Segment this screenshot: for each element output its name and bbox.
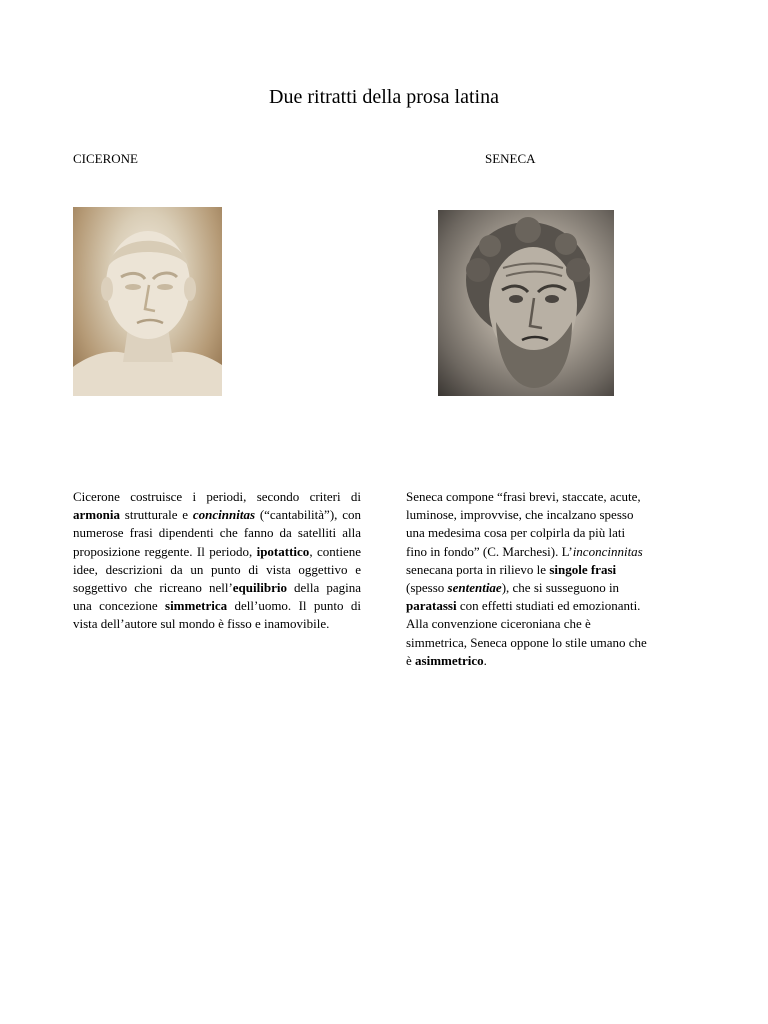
- text-run: paratassi: [406, 598, 457, 614]
- text-run: , contiene idee, descrizioni da un punto di vista oggettivo e soggettivo che ricreano nell’: [73, 543, 361, 596]
- text-run: Alla convenzione ciceroniana che è: [406, 616, 591, 632]
- text-run: è: [406, 652, 416, 668]
- text-run: simmetrica, Seneca oppone lo stile umano che: [406, 634, 647, 650]
- text-run: Seneca compone “frasi brevi, staccate, acute,: [406, 489, 641, 504]
- text-run: inconcinnitas: [572, 543, 643, 559]
- seneca-portrait: [438, 210, 614, 396]
- text-run: asimmetrico: [415, 652, 484, 668]
- cicerone-paragraph: [73, 488, 361, 634]
- text-run: .: [483, 652, 487, 668]
- text-run: con effetti studiati ed emozionanti.: [456, 598, 641, 614]
- text-run: fino in fondo” (C. Marchesi). L’: [406, 543, 573, 559]
- seneca-description: [406, 488, 698, 670]
- text-run: concinnitas: [192, 507, 255, 523]
- text-run: equilibrio: [232, 580, 287, 596]
- text-run: Cicerone costruisce i periodi, secondo criteri di: [73, 489, 361, 504]
- text-run: (spesso: [406, 580, 448, 596]
- text-run: (“cantabilità”), con numerose frasi dipendenti che fanno da satelliti alla proposizione reggente. Il periodo,: [73, 507, 361, 559]
- text-run: della pagina una concezione: [73, 580, 361, 614]
- text-run: senecana porta in rilievo le: [406, 561, 550, 577]
- seneca-heading: SENECA: [485, 151, 536, 166]
- page-title: Due ritratti della prosa latina: [269, 86, 499, 108]
- text-run: strutturale e: [119, 507, 193, 523]
- seneca-paragraph: [406, 488, 698, 670]
- cicero-portrait: [73, 207, 222, 396]
- text-run: simmetrica: [165, 598, 228, 614]
- text-run: armonia: [73, 507, 120, 523]
- text-run: dell’uomo. Il punto di vista dell’autore sul mondo è fisso e inamovibile.: [73, 598, 362, 632]
- text-run: una medesima cosa per colpirla da più lati: [406, 525, 626, 541]
- cicerone-heading: CICERONE: [73, 151, 138, 166]
- text-run: luminose, improvvise, che incalzano spesso: [406, 507, 634, 523]
- text-run: singole frasi: [549, 561, 617, 577]
- text-run: ipotattico: [256, 543, 310, 559]
- cicerone-description: [73, 488, 361, 634]
- text-run: ), che si susseguono in: [501, 580, 620, 596]
- text-run: sententiae: [447, 580, 502, 596]
